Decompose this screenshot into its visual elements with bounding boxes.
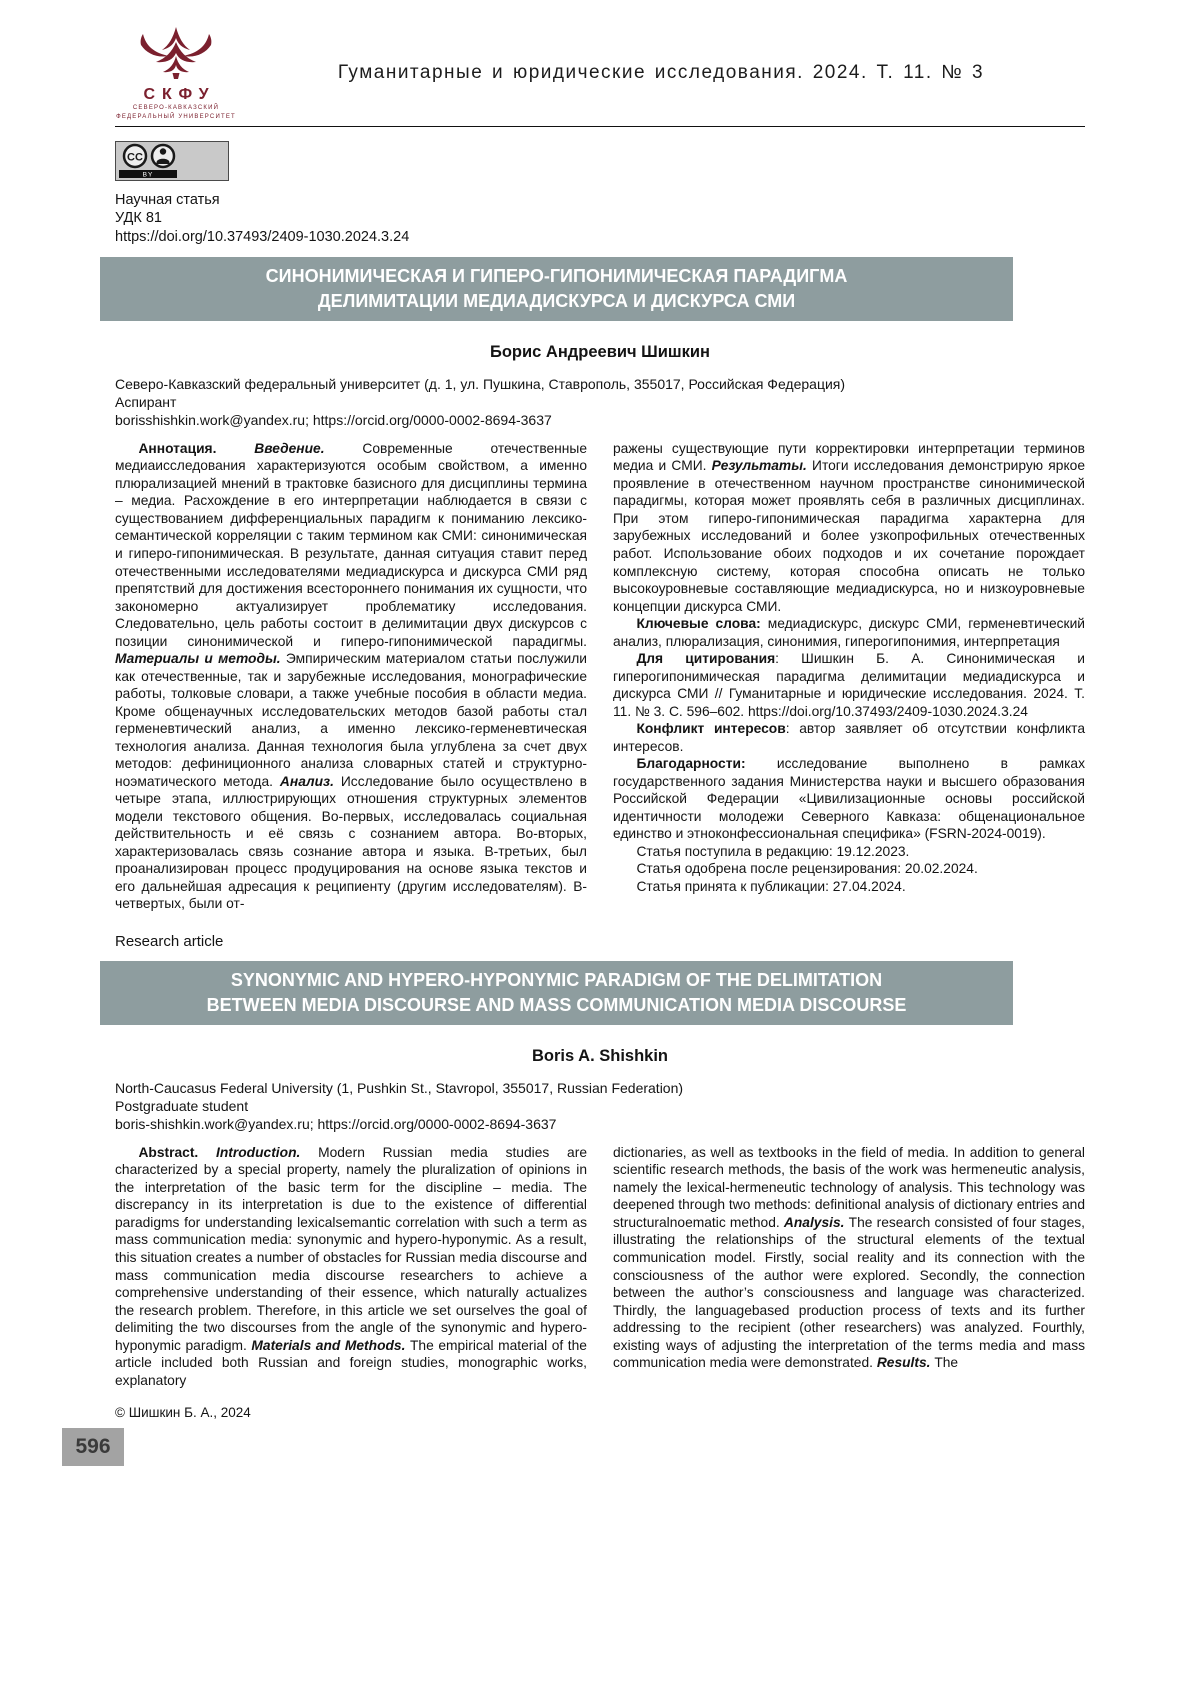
university-logo-icon	[133, 67, 219, 84]
date-accepted: Статья принята к публикации: 27.04.2024.	[636, 878, 906, 894]
keywords-paragraph: Ключевые слова: медиадискурс, дискурс СМИ, герменевтический анализ, плюрализация, синонимия, гиперогипонимия, интерпретация	[613, 616, 1085, 649]
abstract-column-right-ru	[613, 440, 1085, 913]
contact-ru[interactable]: borisshishkin.work@yandex.ru; https://orcid.org/0000-0002-8694-3637	[115, 411, 552, 428]
abstract-columns-ru	[115, 440, 1085, 913]
article-type-en: Research article	[115, 932, 224, 950]
university-logo-subtext-2: ФЕДЕРАЛЬНЫЙ УНИВЕРСИТЕТ	[116, 114, 236, 120]
abstract-paragraph-en-right: dictionaries, as well as textbooks in the field of media. In addition to general scientific research methods, the basis of the work was hermeneutic analysis, namely the lexical-hermeneutic technology of analysis. This technology was deepened through two methods: definitional analysis of dictionary entries and structuralnoematic method. Analysis. The research consisted of four stages, illustrating the relationships of the structural elements of the textual communication model. Firstly, social reality and its connection with the consciousness of the author were explored. Secondly, the connection between the author’s consciousness and language was characterized. Thirdly, the languagebased production process of texts and its further addressing to the recipient (other researchers) was analyzed. Fourthly, existing ways of adjusting the interpretation of the terms media and mass communication media were demonstrated. Results. The	[613, 1144, 1085, 1371]
contact-en[interactable]: boris-shishkin.work@yandex.ru; https://orcid.org/0000-0002-8694-3637	[115, 1116, 557, 1132]
abstract-paragraph-ru-left: Аннотация. Введение. Современные отечественные медиаисследования характеризуются особым свойством, а именно плюрализацией мнений в трактовке базисного для дисциплины термина – медиа. Расхождение в его интерпретации наблюдается в связи с существованием дифференциальных парадигм к пониманию лексико-семантической корреляции с таким термином как СМИ: синонимическая и гиперо-гипонимическая. В результате, данная ситуация ставит перед отечественными исследователями медиадискурса и дискурса СМИ ряд препятствий для достижения всестороннего понимания их сущности, что закономерно актуализирует проблематику исследования. Следовательно, цель работы состоит в делимитации двух дискурсов с позиции синонимической и гиперо-гипонимической парадигмы. Материалы и методы. Эмпирическим материалом статьи послужили как отечественные, так и зарубежные исследования, монографические работы, толковые словари, а также учебные пособия в области медиа. Кроме общенаучных исследовательских методов базой работы стал герменевтический анализ, а именно лексико-герменевтическая технология анализа. Данная технология была углублена за счет двух методов: дефиниционного анализа словарных статей и структурно-ноэматического метода. Анализ. Исследование было осуществлено в четыре этапа, иллюстрирующих отношения структурных элементов модели текстового общения. Во-первых, исследовалась социальная действительность и её связь с сознанием автора. Во-вторых, характеризовалась связь сознание автора и языка. В-третьих, был проанализирован процесс продуцирования на основе языка текстов и его дальнейшая адресация к реципиенту (другим исследователям). В-четвертых, были от-	[115, 440, 588, 912]
abstract-columns-en	[115, 1144, 1085, 1389]
acknowledgments-paragraph: Благодарности: исследование выполнено в рамках государственного задания Министерства науки и высшего образования Российской Федерации «Цивилизационные основы российской идентичности молодежи Северного Кавказа: общенациональное единство и этноконфессиональная специфика» (FSRN-2024-0019).	[613, 756, 1085, 842]
doi-link[interactable]: https://doi.org/10.37493/2409-1030.2024.3.24	[115, 228, 410, 245]
citation-paragraph: Для цитирования: Шишкин Б. А. Синонимическая и гиперогипонимическая парадигма делимитации медиадискурса и дискурса СМИ // Гуманитарные и юридические исследования. 2024. Т. 11. № 3. С. 596–602. https://doi.org/10.37493/2409-1030.2024.3.24	[613, 651, 1086, 719]
abstract-paragraph-en-left: Abstract. Introduction. Modern Russian media studies are characterized by a special property, namely the pluralization of opinions in the interpretation of the basic term for the discipline – media. The discrepancy in its interpretation is due to the existence of differential paradigms for understanding lexicalsemantic correlation with such a term as mass communication media: synonymic and hypero-hyponymic. As a result, this situation creates a number of obstacles for Russian media discourse and mass communication media discourse researchers to achieve a comprehensive understanding of their essence, which naturally actualizes the research problem. Therefore, in this article we set ourselves the goal of delimiting the two discourses from the angle of the synonymic and hypero-hyponymic paradigm. Materials and Methods. The empirical material of the article included both Russian and foreign studies, monographic works, explanatory	[115, 1144, 587, 1388]
author-name-en: Boris A. Shishkin	[532, 1047, 668, 1066]
article-meta	[115, 191, 1085, 246]
title-banner-ru	[100, 257, 1013, 321]
affiliation-block-ru	[115, 376, 1085, 430]
abstract-column-left-en	[115, 1144, 587, 1389]
cc-letters: CC	[127, 151, 143, 164]
abstract-paragraph-ru-right: ражены существующие пути корректировки интерпретации терминов медиа и СМИ. Результаты. Итоги исследования демонстрирую яркое проявление в отечественном научном пространстве синонимической парадигмы, которая может проявлять себя в различных дисциплинах. При этом гиперо-гипонимическая парадигма характерна для зарубежных исследований и более узкопрофильных отечественных работ. Использование обоих подходов и их сочетание порождает комплексную систему, которая способна описать не только высокоуровневые составляющие медиадискурса, но и низкоуровневые концепции дискурса СМИ.	[613, 440, 1085, 614]
article-type-ru: Научная статья	[115, 192, 220, 208]
university-logo	[115, 26, 237, 122]
cc-by-license-badge	[115, 141, 1085, 186]
journal-header	[115, 26, 1085, 122]
title-en-line-1: SYNONYMIC AND HYPERO-HYPONYMIC PARADIGM OF THE DELIMITATION	[230, 969, 883, 990]
date-received: Статья поступила в редакцию: 19.12.2023.	[636, 843, 910, 859]
cc-by-badge-graphic	[115, 141, 229, 181]
affiliation-block-en	[115, 1080, 1085, 1134]
university-logo-acronym: СКФУ	[143, 86, 216, 103]
date-approved: Статья одобрена после рецензирования: 20.02.2024.	[636, 861, 978, 877]
affiliation-ru: Северо-Кавказский федеральный университет (д. 1, ул. Пушкина, Ставрополь, 355017, Российская Федерация)	[115, 376, 846, 393]
header-divider	[115, 126, 1085, 127]
page-number: 596	[62, 1428, 124, 1466]
copyright-line: © Шишкин Б. А., 2024	[115, 1405, 251, 1421]
by-label: BY	[142, 171, 154, 179]
university-logo-subtext-1: СЕВЕРО-КАВКАЗСКИЙ	[132, 105, 220, 111]
abstract-column-left-ru	[115, 440, 587, 913]
abstract-column-right-en	[613, 1144, 1085, 1389]
title-banner-en	[100, 961, 1013, 1025]
journal-title: Гуманитарные и юридические исследования. 2024. Т. 11. № 3	[337, 62, 985, 83]
position-en: Postgraduate student	[115, 1098, 249, 1115]
title-en-line-2: BETWEEN MEDIA DISCOURSE AND MASS COMMUNICATION MEDIA DISCOURSE	[206, 995, 907, 1015]
udc-code: УДК 81	[115, 210, 162, 227]
author-name-ru: Борис Андреевич Шишкин	[489, 343, 710, 362]
title-ru-line-2: ДЕЛИМИТАЦИИ МЕДИАДИСКУРСА И ДИСКУРСА СМИ	[317, 290, 796, 311]
conflict-of-interest-paragraph: Конфликт интересов: автор заявляет об отсутствии конфликта интересов.	[613, 721, 1085, 754]
position-ru: Аспирант	[115, 394, 177, 411]
affiliation-en: North-Caucasus Federal University (1, Pushkin St., Stavropol, 355017, Russian Federation)	[115, 1080, 684, 1097]
title-ru-line-1: СИНОНИМИЧЕСКАЯ И ГИПЕРО-ГИПОНИМИЧЕСКАЯ ПАРАДИГМА	[265, 265, 848, 286]
